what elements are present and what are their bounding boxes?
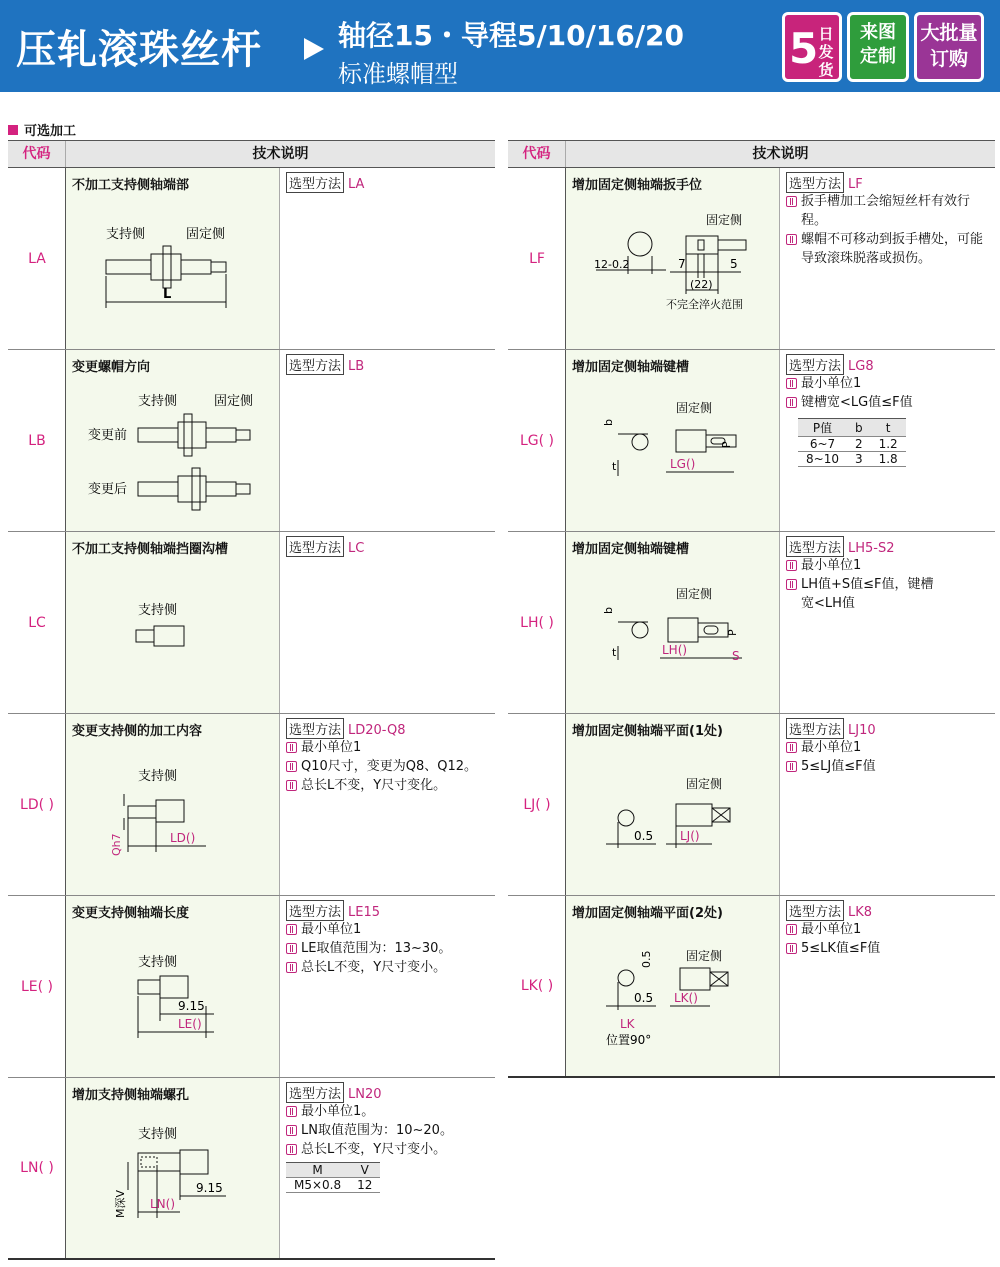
diagram-label: LH()	[662, 643, 688, 657]
select-method: 选型方法 LE15	[286, 900, 380, 921]
square-bullet-icon	[8, 125, 18, 135]
notes-list	[286, 920, 451, 977]
shaft-diagram	[66, 744, 279, 894]
shaft-diagram	[566, 380, 779, 530]
diagram-cell	[65, 350, 280, 531]
note-icon	[286, 962, 297, 973]
diagram-label: 支持侧	[138, 1127, 178, 1142]
table-row	[8, 896, 495, 1078]
diagram-label: 位置90°	[606, 1033, 652, 1047]
note-item: 最小单位1	[786, 920, 880, 939]
right-table-header	[508, 140, 995, 168]
table-row	[8, 1078, 495, 1260]
row-title: 增加固定侧轴端平面(2处)	[572, 906, 723, 921]
shaft-diagram	[66, 198, 279, 348]
note-item: 总长L不变，Y尺寸变化。	[286, 776, 477, 795]
badge-bulk-order: 大批量 订购	[914, 12, 984, 82]
notes-list	[786, 738, 876, 776]
row-title: 增加固定侧轴端平面(1处)	[572, 724, 723, 739]
select-method: 选型方法 LN20	[286, 1082, 382, 1103]
diagram-label: LN()	[150, 1197, 176, 1211]
diagram-label: 0.5	[640, 950, 653, 968]
notes-list	[786, 920, 880, 958]
diagram-label: 固定侧	[214, 394, 254, 409]
diagram-label: 9.15	[178, 999, 205, 1013]
badge-5-day-shipping: 5 日发货	[782, 12, 842, 82]
diagram-cell	[65, 1078, 280, 1258]
note-icon	[286, 1144, 297, 1155]
diagram-label: 变更前	[88, 428, 128, 443]
shaft-diagram	[66, 380, 279, 530]
note-icon	[286, 761, 297, 772]
row-title: 变更支持侧的加工内容	[72, 724, 203, 739]
note-item: 扳手槽加工会缩短丝杆有效行程。	[786, 192, 991, 230]
diagram-label: 支持侧	[138, 955, 178, 970]
row-code: LG( )	[519, 432, 555, 449]
diagram-label: LG()	[670, 457, 696, 471]
diagram-cell	[65, 714, 280, 895]
diagram-label: LJ()	[680, 829, 700, 843]
diagram-cell	[565, 532, 780, 713]
note-icon	[786, 560, 797, 571]
note-icon	[786, 397, 797, 408]
diagram-label: b	[602, 419, 615, 426]
diagram-label: 支持侧	[138, 603, 178, 618]
select-method: 选型方法 LG8	[786, 354, 874, 375]
page-subtitle-2: 标准螺帽型	[338, 60, 458, 88]
note-item: 最小单位1	[286, 920, 451, 939]
header-code: 代码	[508, 141, 566, 167]
header-banner	[0, 0, 1000, 92]
diagram-label: 7	[678, 257, 686, 271]
note-icon	[786, 943, 797, 954]
note-icon	[286, 780, 297, 791]
table-row	[8, 532, 495, 714]
diagram-label: t	[612, 646, 617, 659]
diagram-cell	[565, 168, 780, 349]
row-title: 不加工支持侧轴端挡圈沟槽	[72, 542, 229, 557]
note-item: 总长L不变，Y尺寸变小。	[286, 1140, 453, 1159]
diagram-cell	[565, 350, 780, 531]
note-item: 键槽宽<LG值≤F值	[786, 393, 913, 412]
note-icon	[286, 1106, 297, 1117]
note-icon	[786, 579, 797, 590]
select-method: 选型方法 LJ10	[786, 718, 876, 739]
row-code: LF	[529, 250, 545, 267]
table-row	[508, 532, 995, 714]
diagram-label: 支持侧	[138, 769, 178, 784]
note-item: 5≤LK值≤F值	[786, 939, 880, 958]
diagram-label: Qh7	[110, 833, 123, 856]
page-subtitle: 轴径15・导程5/10/16/20	[338, 19, 685, 52]
diagram-label: 固定侧	[676, 587, 713, 601]
note-item: 总长L不变，Y尺寸变小。	[286, 958, 451, 977]
shaft-diagram	[566, 744, 779, 894]
note-item: 最小单位1	[786, 556, 946, 575]
diagram-label: M深V	[114, 1189, 127, 1218]
note-icon	[286, 943, 297, 954]
select-method: 选型方法 LB	[286, 354, 364, 375]
note-item: LN取值范围为：10~20。	[286, 1121, 453, 1140]
table-row	[8, 714, 495, 896]
note-icon	[286, 742, 297, 753]
note-icon	[786, 761, 797, 772]
diagram-label: 固定侧	[686, 777, 723, 791]
diagram-label: S	[732, 649, 740, 663]
diagram-label: P	[726, 629, 739, 636]
diagram-label: LK()	[674, 991, 698, 1005]
note-item: 最小单位1	[286, 738, 477, 757]
select-method: 选型方法 LD20-Q8	[286, 718, 405, 739]
select-method: 选型方法 LF	[786, 172, 863, 193]
shaft-diagram	[66, 1108, 279, 1258]
diagram-label: 固定侧	[706, 213, 743, 227]
notes-list	[786, 374, 913, 412]
section-heading: 可选加工	[8, 120, 76, 139]
note-item: 最小单位1。	[286, 1102, 453, 1121]
spec-table: M V M5×0.8 12	[286, 1162, 380, 1193]
note-icon	[786, 924, 797, 935]
page-title: 压轧滚珠丝杆	[16, 27, 262, 73]
table-row	[508, 896, 995, 1078]
row-title: 增加固定侧轴端扳手位	[572, 178, 703, 193]
diagram-label: 支持侧	[138, 394, 178, 409]
diagram-label: 5	[730, 257, 738, 271]
diagram-label: 0.5	[634, 991, 654, 1005]
row-title: 增加固定侧轴端键槽	[572, 542, 690, 557]
note-item: 最小单位1	[786, 374, 913, 393]
notes-list	[286, 1102, 453, 1159]
row-code: LK( )	[520, 978, 554, 994]
notes-list	[786, 192, 991, 268]
diagram-cell	[565, 714, 780, 895]
diagram-cell	[565, 896, 780, 1076]
note-item: 螺帽不可移动到扳手槽处，可能导致滚珠脱落或损伤。	[786, 230, 991, 268]
note-item: LE取值范围为：13~30。	[286, 939, 451, 958]
row-code: LC	[28, 614, 46, 631]
table-row	[508, 714, 995, 896]
note-item: LH值+S值≤F值，键槽宽<LH值	[786, 575, 946, 613]
row-code: LB	[28, 432, 46, 449]
row-code: LD( )	[20, 796, 54, 813]
note-item: 最小单位1	[786, 738, 876, 757]
diagram-label: LE()	[178, 1017, 202, 1031]
diagram-label: 支持侧	[106, 227, 146, 242]
diagram-label: b	[602, 607, 615, 614]
shaft-diagram	[566, 562, 779, 712]
select-method: 选型方法 LH5-S2	[786, 536, 895, 557]
header-code: 代码	[8, 141, 66, 167]
diagram-label: L	[163, 287, 172, 302]
row-code: LH( )	[520, 614, 554, 631]
diagram-label: 变更后	[88, 482, 128, 497]
shaft-diagram	[66, 926, 279, 1076]
table-row	[8, 350, 495, 532]
row-title: 变更支持侧轴端长度	[72, 906, 190, 921]
row-code: LE( )	[20, 978, 54, 995]
row-title: 增加支持侧轴端螺孔	[72, 1088, 190, 1103]
diagram-label: LD()	[170, 831, 196, 845]
header-desc: 技术说明	[752, 146, 809, 162]
arrow-right-icon	[304, 38, 324, 60]
diagram-label: 9.15	[196, 1181, 223, 1195]
diagram-label: 固定侧	[686, 949, 723, 963]
diagram-cell	[65, 168, 280, 349]
note-icon	[786, 196, 797, 207]
note-icon	[786, 742, 797, 753]
diagram-label: 固定侧	[186, 227, 226, 242]
diagram-label: 不完全淬火范围	[666, 298, 743, 311]
select-method: 选型方法 LC	[286, 536, 364, 557]
row-code: LA	[28, 250, 46, 267]
notes-list	[786, 556, 946, 613]
diagram-label: 12-0.2	[594, 258, 630, 271]
note-icon	[286, 924, 297, 935]
table-row	[508, 168, 995, 350]
diagram-label: (22)	[690, 278, 713, 291]
row-code: LN( )	[20, 1160, 54, 1176]
notes-list	[286, 738, 477, 795]
diagram-label: 0.5	[634, 829, 654, 843]
note-item: Q10尺寸，变更为Q8、Q12。	[286, 757, 477, 776]
table-row	[8, 168, 495, 350]
select-method: 选型方法 LA	[286, 172, 364, 193]
note-item: 5≤LJ值≤F值	[786, 757, 876, 776]
note-icon	[286, 1125, 297, 1136]
diagram-cell	[65, 532, 280, 713]
left-table-header	[8, 140, 495, 168]
row-code: LJ( )	[523, 796, 551, 813]
note-icon	[786, 234, 797, 245]
shaft-diagram	[566, 926, 779, 1076]
note-icon	[786, 378, 797, 389]
diagram-label: LK	[620, 1017, 635, 1031]
badge-custom-drawing: 来图 定制	[847, 12, 909, 82]
select-method: 选型方法 LK8	[786, 900, 872, 921]
row-title: 不加工支持侧轴端部	[72, 178, 190, 193]
diagram-label: t	[612, 460, 617, 473]
diagram-label: P	[720, 441, 733, 448]
spec-table: P值 b t 6~7 2 1.2 8~10 3 1.8	[798, 418, 906, 467]
shaft-diagram	[66, 562, 279, 712]
header-desc: 技术说明	[252, 146, 309, 162]
row-title: 变更螺帽方向	[72, 360, 151, 375]
diagram-label: 固定侧	[676, 401, 713, 415]
row-title: 增加固定侧轴端键槽	[572, 360, 690, 375]
table-row	[508, 350, 995, 532]
shaft-diagram	[566, 198, 779, 348]
diagram-cell	[65, 896, 280, 1077]
